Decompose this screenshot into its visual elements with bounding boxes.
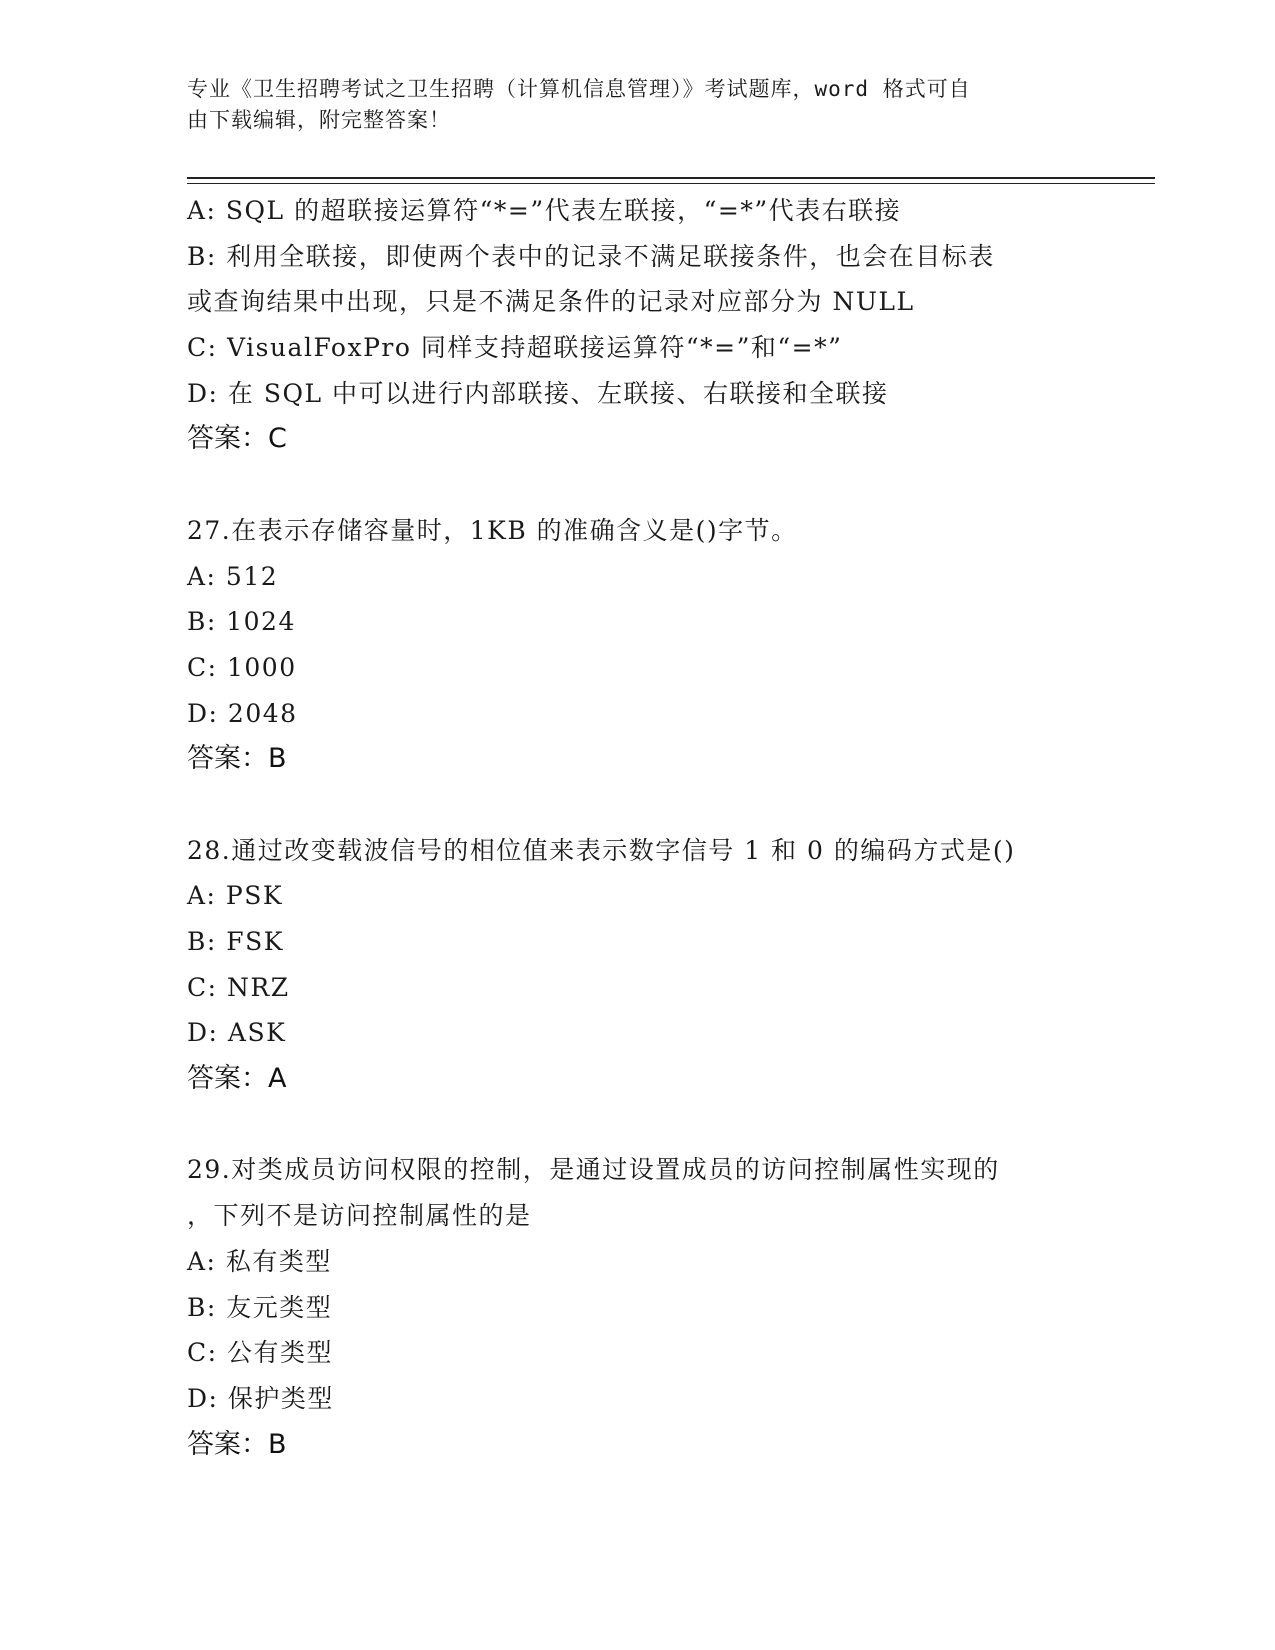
header-divider-thick [187, 177, 1155, 179]
answer-line: 答案：C [187, 423, 287, 455]
answer-line: 答案：A [187, 1063, 287, 1095]
option-b: B: 利用全联接，即使两个表中的记录不满足联接条件，也会在目标表 [187, 241, 995, 271]
question-26 [187, 188, 1097, 462]
header-line-1: 专业《卫生招聘考试之卫生招聘（计算机信息管理）》考试题库，word 格式可自 [187, 77, 971, 101]
question-28 [187, 828, 1097, 1102]
option-d: D: 在 SQL 中可以进行内部联接、左联接、右联接和全联接 [187, 378, 889, 408]
option-a: A: 512 [187, 561, 279, 591]
question-27 [187, 508, 1097, 782]
answer-line: 答案：B [187, 743, 287, 775]
option-c: C: VisualFoxPro 同样支持超联接运算符“*=”和“=*” [187, 333, 843, 363]
question-29 [187, 1147, 1097, 1467]
header-divider-thin [187, 183, 1155, 184]
question-text: 27.在表示存储容量时，1KB 的准确含义是()字节。 [187, 515, 798, 545]
spacer [187, 782, 1097, 828]
question-text: 28.通过改变载波信号的相位值来表示数字信号 1 和 0 的编码方式是() [187, 835, 1016, 865]
question-list [187, 188, 1097, 1467]
option-c: C: NRZ [187, 972, 290, 1002]
option-a: A: SQL 的超联接运算符“*=”代表左联接，“=*”代表右联接 [187, 196, 902, 225]
option-b: B: 友元类型 [187, 1292, 333, 1322]
answer-line: 答案：B [187, 1428, 287, 1460]
spacer [187, 462, 1097, 508]
option-d: D: 保护类型 [187, 1383, 334, 1413]
option-b: B: FSK [187, 927, 284, 956]
option-a: A: 私有类型 [187, 1246, 332, 1276]
question-text: 29.对类成员访问权限的控制，是通过设置成员的访问控制属性实现的 [187, 1155, 1000, 1185]
document-header [187, 74, 1087, 136]
spacer [187, 1102, 1097, 1148]
option-d: D: ASK [187, 1018, 287, 1048]
option-b-continued: 或查询结果中出现，只是不满足条件的记录对应部分为 NULL [187, 287, 915, 317]
option-a: A: PSK [187, 881, 284, 911]
header-line-2: 由下载编辑，附完整答案！ [187, 108, 451, 132]
option-c: C: 1000 [187, 652, 297, 682]
option-c: C: 公有类型 [187, 1338, 333, 1368]
option-b: B: 1024 [187, 607, 296, 637]
option-d: D: 2048 [187, 698, 298, 728]
question-text-continued: ，下列不是访问控制属性的是 [187, 1201, 532, 1231]
